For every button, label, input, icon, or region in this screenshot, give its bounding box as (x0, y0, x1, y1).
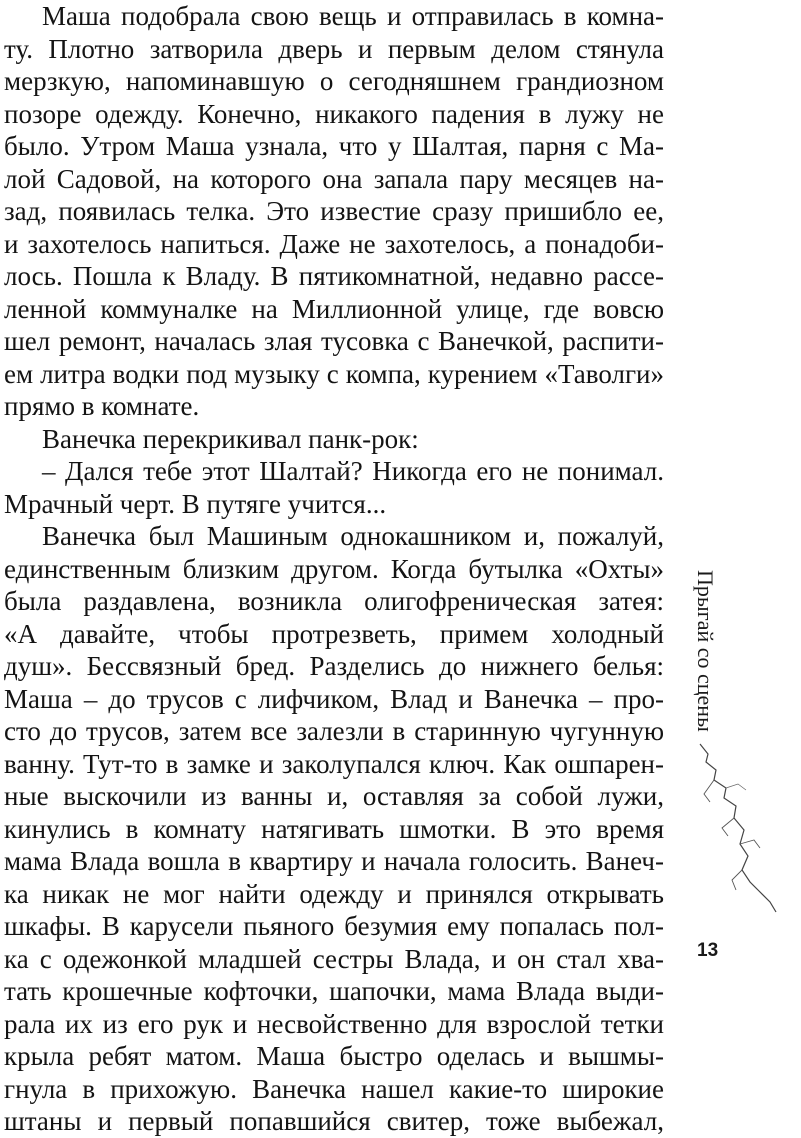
text-line: штаны и первый попавшийся свитер, тоже выбежал, (4, 1106, 664, 1136)
text-line: прямо в комнате. (4, 391, 200, 421)
text-line: гнула в прихожую. Ванечка нашел какие-то широкие (4, 1073, 664, 1104)
text-line: ванну. Тут-то в замке и заколупался ключ. Как ошпарен- (4, 748, 664, 779)
text-line: ту. Плотно затворила дверь и первым делом стянула (4, 33, 664, 64)
text-line: позоре одежду. Конечно, никакого падения в лужу не (4, 98, 664, 129)
text-line: шкафы. В карусели пьяного безумия ему попалась пол- (4, 911, 664, 941)
text-line: Мрачный черт. В путяге учится... (4, 488, 387, 519)
text-line: зад, появилась телка. Это известие сразу пришибло ее, (4, 196, 664, 226)
text-line: ные выскочили из ванны и, оставляя за собой лужи, (4, 781, 664, 811)
text-line: Ванечка был Машиным однокашником и, пожалуй, (42, 521, 664, 551)
text-line: Маша – до трусов с лифчиком, Влад и Ванечка – про- (4, 683, 664, 714)
text-line: лой Садовой, на которого она запала пару месяцев на- (4, 163, 664, 194)
text-line: сто до трусов, затем все залезли в старинную чугунную (4, 716, 664, 746)
text-line: рала их из его рук и несвойственно для взрослой тетки (4, 1008, 664, 1039)
text-line: было. Утром Маша узнала, что у Шалтая, парня с Ма- (4, 131, 664, 161)
text-line: «А давайте, чтобы протрезветь, примем холодный (4, 618, 664, 649)
text-line: ка с одежонкой младшей сестры Влада, и он стал хва- (4, 943, 664, 974)
text-line: была раздавлена, возникла олигофреническая затея: (4, 586, 664, 616)
running-title-text: Прыгай со сцены (693, 570, 718, 732)
text-line: Маша подобрала свою вещь и отправилась в комна- (42, 1, 664, 31)
text-line: мама Влада вошла в квартиру и начала голосить. Ванеч- (4, 846, 664, 876)
text-line: – Дался тебе этот Шалтай? Никогда его не понимал. (42, 456, 664, 486)
text-line: мерзкую, напоминавшую о сегодняшнем грандиозном (4, 66, 664, 96)
body-text (4, 0, 664, 1138)
text-line: Ванечка перекрикивал панк-рок: (42, 423, 419, 454)
text-line: шел ремонт, началась злая тусовка с Ванечкой, распити- (4, 326, 664, 356)
text-line: тать крошечные кофточки, шапочки, мама Влада выди- (4, 976, 664, 1006)
text-line: кинулись в комнату натягивать шмотки. В это время (4, 813, 664, 844)
text-line: ленной коммуналке на Миллионной улице, где вовсю (4, 293, 664, 324)
text-line: крыла ребят матом. Маша быстро оделась и вышмы- (4, 1041, 664, 1071)
text-line: ем литра водки под музыку с компа, курением «Таволги» (4, 358, 664, 389)
text-line: единственным близким другом. Когда бутылка «Охты» (4, 553, 664, 584)
page-number: 13 (697, 940, 719, 961)
text-line: душ». Бессвязный бред. Разделись до нижнего белья: (4, 651, 664, 681)
text-line: и захотелось напиться. Даже не захотелось, а понадоби- (4, 228, 664, 259)
text-line: лось. Пошла к Владу. В пятикомнатной, недавно рассе- (4, 261, 664, 291)
text-line: ка никак не мог найти одежду и принялся открывать (4, 878, 664, 909)
crack-decoration-icon (698, 740, 778, 920)
